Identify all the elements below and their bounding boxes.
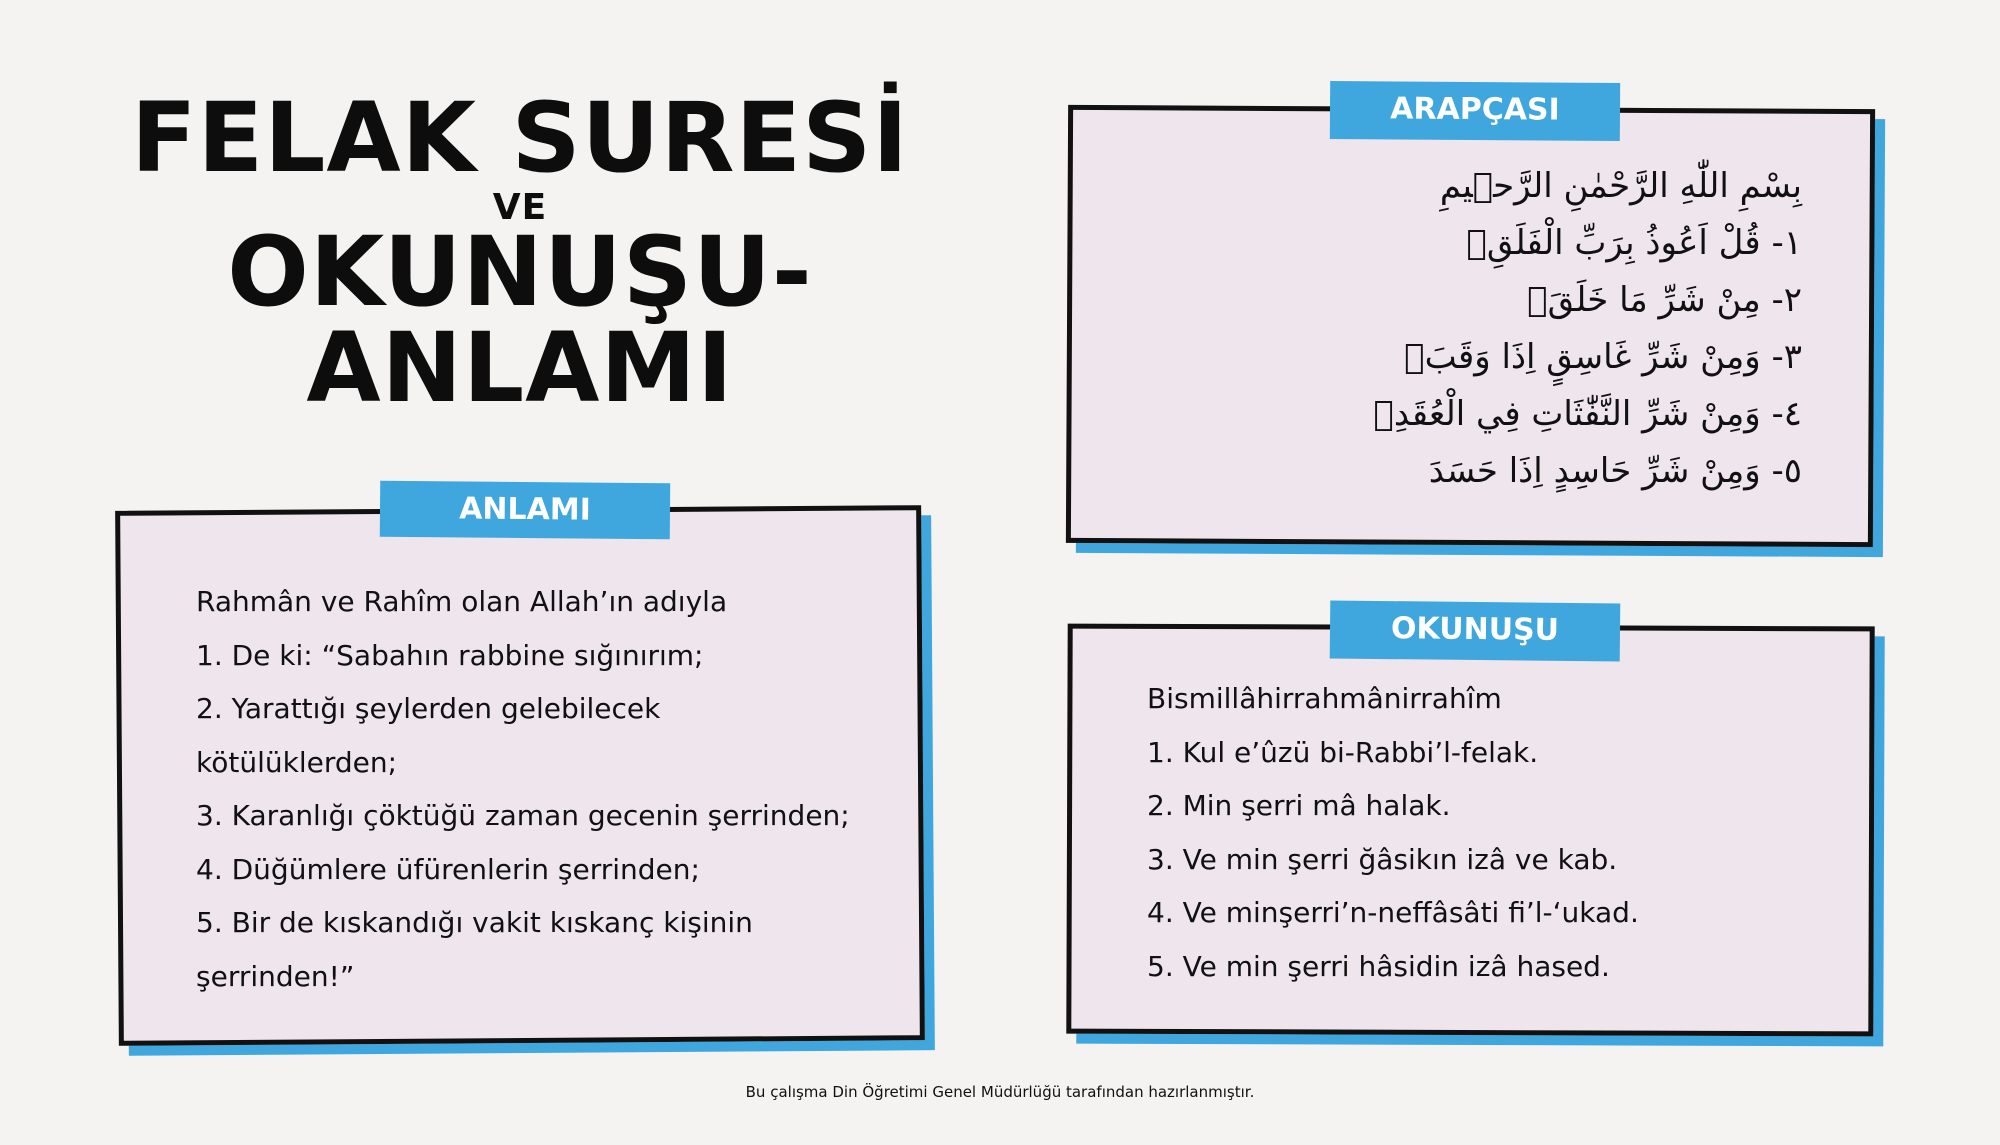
- anlami-line: kötülüklerden;: [196, 745, 398, 779]
- arapcasi-label: ARAPÇASI: [1330, 81, 1620, 141]
- arapcasi-text: [1374, 158, 1802, 500]
- arapcasi-line: بِسْمِ اللّٰهِ الرَّحْمٰنِ الرَّح۪يمِ: [1439, 166, 1802, 206]
- okunusu-line: 4. Ve minşerri’n-neffâsâti fi’l-‘ukad.: [1147, 896, 1639, 929]
- arapcasi-line: ١- قُلْ اَعُوذُ بِرَبِّ الْفَلَقِۙ: [1466, 223, 1802, 263]
- arapcasi-line: ٣- وَمِنْ شَرِّ غَاسِقٍ اِذَا وَقَبَۙ: [1404, 337, 1802, 377]
- title-line-1: FELAK SURESİ: [131, 82, 909, 194]
- anlami-line: Rahmân ve Rahîm olan Allah’ın adıyla: [196, 585, 728, 618]
- okunusu-line: 1. Kul e’ûzü bi-Rabbi’l-felak.: [1147, 735, 1539, 769]
- arapcasi-line: ٢- مِنْ شَرِّ مَا خَلَقَۙ: [1527, 280, 1802, 320]
- page-title: [120, 82, 920, 424]
- anlami-label: ANLAMI: [380, 481, 670, 540]
- anlami-line: 4. Düğümlere üfürenlerin şerrinden;: [196, 852, 700, 886]
- anlami-line: şerrinden!”: [196, 959, 355, 993]
- anlami-line: 2. Yarattığı şeylerden gelebilecek: [196, 692, 661, 725]
- okunusu-line: 5. Ve min şerri hâsidin izâ hased.: [1147, 949, 1610, 983]
- okunusu-label: OKUNUŞU: [1330, 600, 1621, 661]
- okunusu-text: [1147, 672, 1639, 993]
- okunusu-line: 3. Ve min şerri ğâsikın izâ ve kab.: [1147, 842, 1618, 876]
- anlami-line: 3. Karanlığı çöktüğü zaman gecenin şerrinden;: [196, 799, 850, 832]
- title-ve: VE: [492, 187, 548, 228]
- footer-credit: Bu çalışma Din Öğretimi Genel Müdürlüğü tarafından hazırlanmıştır.: [745, 1083, 1255, 1101]
- title-line-2: OKUNUŞU-ANLAMI: [227, 216, 813, 424]
- okunusu-line: Bismillâhirrahmânirrahîm: [1147, 682, 1502, 715]
- anlami-text: [196, 575, 850, 1003]
- okunusu-line: 2. Min şerri mâ halak.: [1147, 789, 1451, 822]
- arapcasi-line: ٥- وَمِنْ شَرِّ حَاسِدٍ اِذَا حَسَدَ: [1428, 451, 1802, 491]
- arapcasi-line: ٤- وَمِنْ شَرِّ النَّفّٰثَاتِ فِي الْعُقَدِۙ: [1373, 394, 1802, 434]
- anlami-line: 1. De ki: “Sabahın rabbine sığınırım;: [196, 638, 704, 672]
- anlami-line: 5. Bir de kıskandığı vakit kıskanç kişinin: [196, 906, 753, 939]
